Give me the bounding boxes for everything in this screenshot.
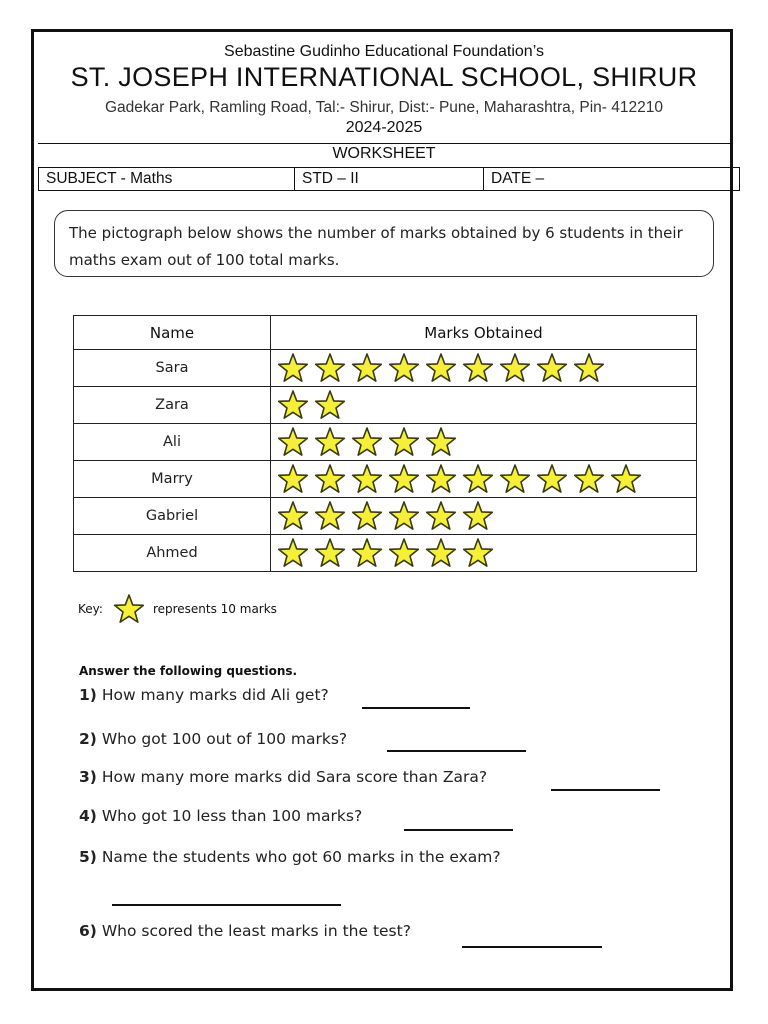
question-number: 3) (79, 768, 97, 786)
school-name: ST. JOSEPH INTERNATIONAL SCHOOL, SHIRUR (70, 62, 698, 92)
star-icon (386, 426, 423, 458)
star-icon (460, 463, 497, 495)
star-icon (497, 352, 534, 384)
answer-blank-6[interactable] (462, 946, 602, 948)
star-cell (271, 387, 697, 424)
star-icon (275, 389, 312, 421)
intro-box (54, 210, 714, 277)
star-icon (312, 463, 349, 495)
key-text: represents 10 marks (152, 602, 277, 616)
star-icon (571, 352, 608, 384)
header-name: Name (74, 316, 271, 350)
star-icon (423, 352, 460, 384)
table-row (74, 387, 697, 424)
student-name: Gabriel (74, 498, 271, 535)
star-icon (312, 537, 349, 569)
star-icon (275, 537, 312, 569)
star-icon (275, 463, 312, 495)
question-number: 1) (79, 686, 97, 704)
pictograph-table (73, 315, 697, 572)
student-name: Marry (74, 461, 271, 498)
star-icon (349, 537, 386, 569)
answer-blank-4[interactable] (404, 829, 513, 831)
worksheet-title: WORKSHEET (332, 145, 436, 162)
header-divider (38, 143, 730, 144)
question-number: 4) (79, 807, 97, 825)
question-text: How many more marks did Sara score than Zara? (101, 768, 488, 786)
table-row (74, 535, 697, 572)
key-legend (78, 592, 277, 626)
foundation-name: Sebastine Gudinho Educational Foundation’s (224, 43, 544, 60)
star-icon (275, 500, 312, 532)
star-icon (275, 352, 312, 384)
question-text: Who scored the least marks in the test? (101, 922, 411, 940)
star-icon (386, 352, 423, 384)
star-icon (312, 389, 349, 421)
star-icon (312, 500, 349, 532)
star-cell (271, 498, 697, 535)
instructions: Answer the following questions. (79, 664, 298, 678)
star-icon (349, 426, 386, 458)
star-cell (271, 535, 697, 572)
answer-blank-3[interactable] (551, 789, 660, 791)
star-icon (386, 537, 423, 569)
table-row (74, 424, 697, 461)
star-icon (608, 463, 645, 495)
answer-blank-5[interactable] (112, 904, 341, 906)
question-text: How many marks did Ali get? (101, 686, 329, 704)
answer-blank-2[interactable] (387, 750, 526, 752)
star-cell (271, 350, 697, 387)
key-label: Key: (78, 602, 103, 616)
question-5 (79, 848, 501, 866)
answer-blank-1[interactable] (362, 707, 470, 709)
star-cell (271, 424, 697, 461)
star-cell (271, 461, 697, 498)
question-number: 5) (79, 848, 97, 866)
star-icon (312, 426, 349, 458)
question-1 (79, 686, 329, 704)
question-3 (79, 768, 487, 786)
student-name: Ali (74, 424, 271, 461)
info-row (38, 167, 740, 191)
header-marks: Marks Obtained (271, 316, 697, 350)
star-icon (497, 463, 534, 495)
star-icon (386, 500, 423, 532)
star-icon (423, 500, 460, 532)
academic-year: 2024-2025 (345, 119, 423, 136)
star-icon (349, 352, 386, 384)
star-icon (534, 352, 571, 384)
question-text: Who got 100 out of 100 marks? (101, 730, 348, 748)
date-field[interactable]: DATE – (491, 170, 545, 187)
subject-field: SUBJECT - Maths (39, 168, 295, 190)
question-4 (79, 807, 362, 825)
star-icon (571, 463, 608, 495)
star-icon (349, 463, 386, 495)
question-text: Name the students who got 60 marks in the exam? (101, 848, 501, 866)
question-number: 2) (79, 730, 97, 748)
student-name: Zara (74, 387, 271, 424)
question-number: 6) (79, 922, 97, 940)
table-row (74, 498, 697, 535)
student-name: Ahmed (74, 535, 271, 572)
student-name: Sara (74, 350, 271, 387)
table-header-row (74, 316, 697, 350)
star-icon (349, 500, 386, 532)
std-field: STD – II (295, 168, 484, 190)
question-6 (79, 922, 411, 940)
star-icon (423, 537, 460, 569)
question-2 (79, 730, 347, 748)
star-icon (386, 463, 423, 495)
star-icon (312, 352, 349, 384)
table-row (74, 350, 697, 387)
school-address: Gadekar Park, Ramling Road, Tal:- Shirur, Dist:- Pune, Maharashtra, Pin- 412210 (105, 99, 663, 116)
question-text: Who got 10 less than 100 marks? (101, 807, 363, 825)
star-icon (423, 426, 460, 458)
star-icon (275, 426, 312, 458)
star-icon (534, 463, 571, 495)
star-icon (460, 537, 497, 569)
star-icon (460, 500, 497, 532)
star-icon (111, 593, 145, 625)
intro-text: The pictograph below shows the number of marks obtained by 6 students in their maths exam out of 100 total marks. (69, 224, 683, 269)
star-icon (423, 463, 460, 495)
table-row (74, 461, 697, 498)
star-icon (460, 352, 497, 384)
